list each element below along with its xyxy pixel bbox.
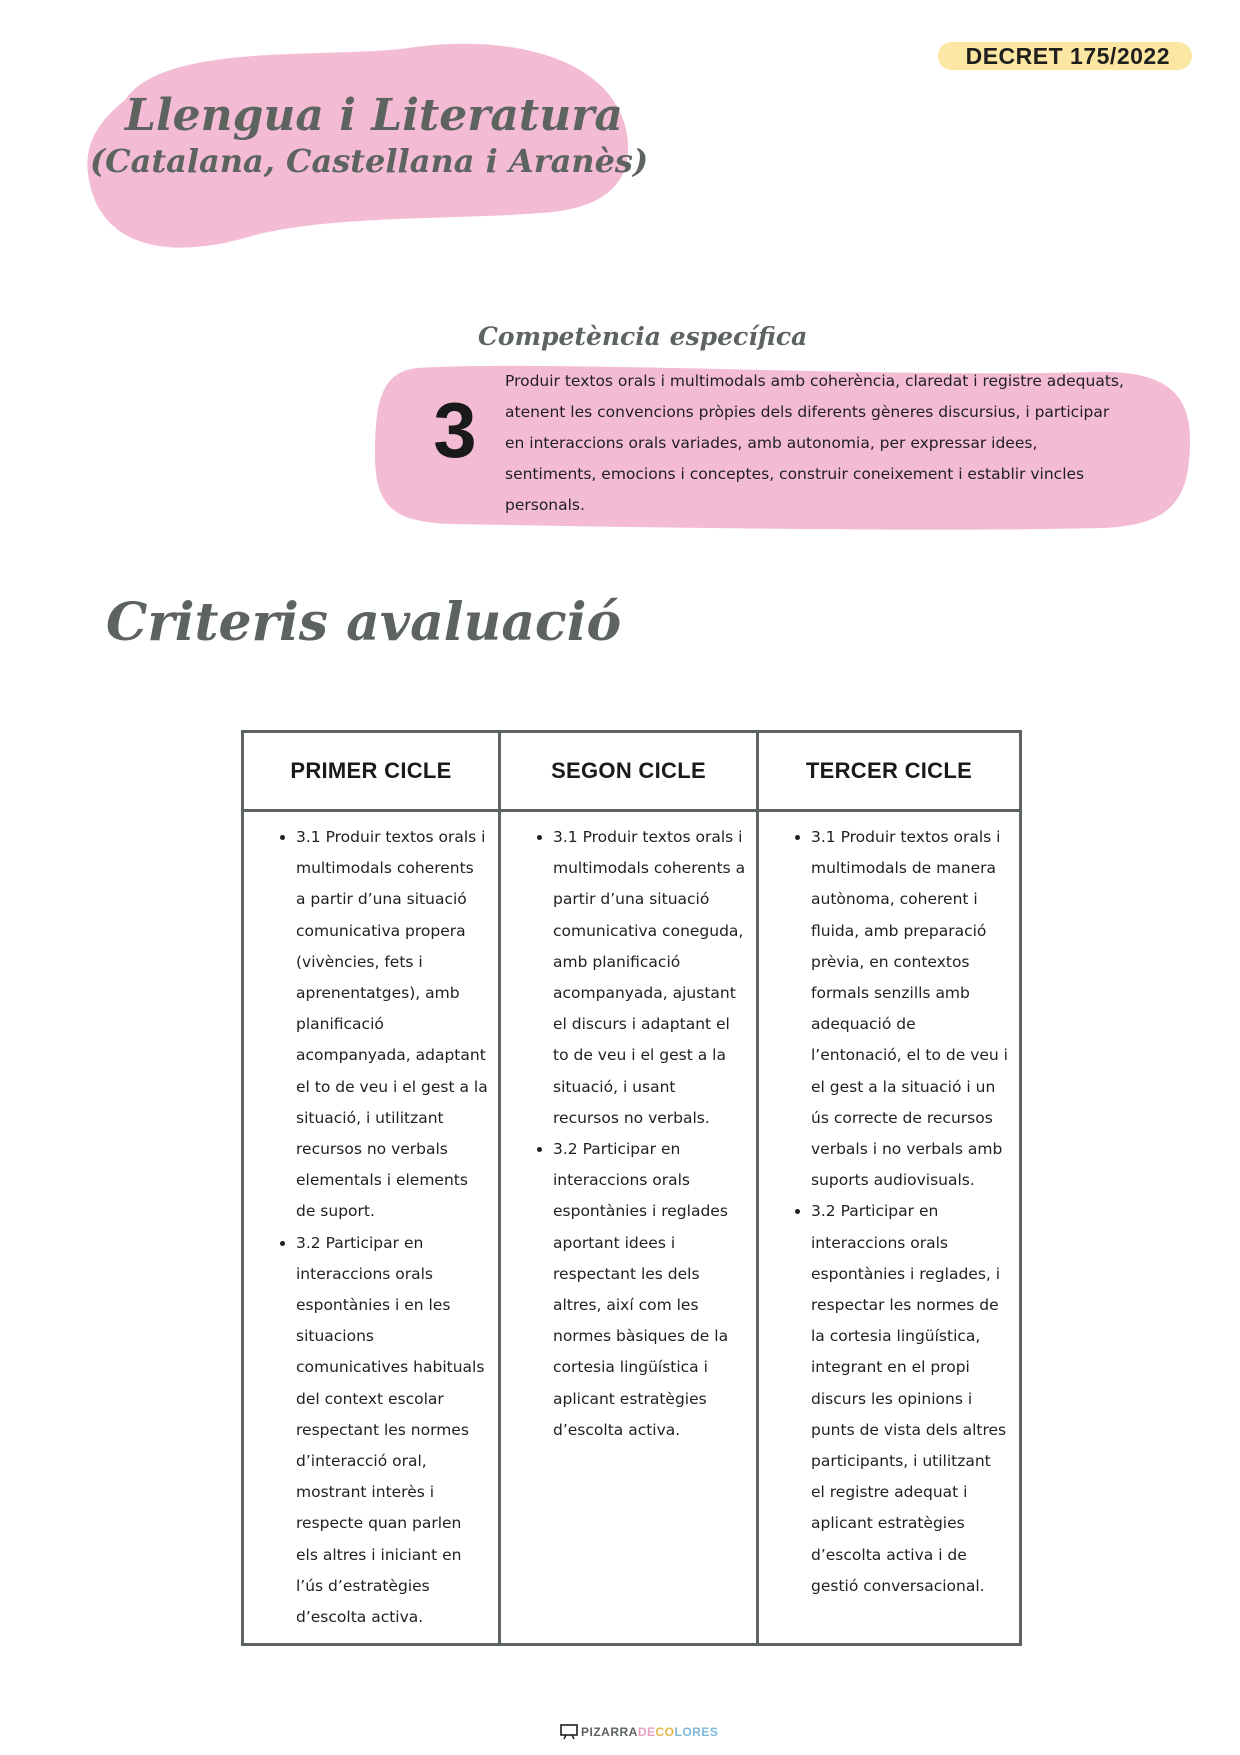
- brand-part: PIZARRA: [581, 1725, 638, 1739]
- competencia-number: 3: [433, 386, 477, 474]
- whiteboard-icon: [560, 1724, 578, 1740]
- primer-cicle-cell: [243, 811, 500, 1645]
- criterion-item: • 3.2 Participar en interaccions orals espontànies i reglades aportant idees i respectant les dels altres, així com les normes bàsiques de la cortesia lingüística i aplicant estratègies d’escolta activa.: [553, 1134, 746, 1446]
- criterion-item: • 3.1 Produir textos orals i multimodals coherents a partir d’una situació comunicativa propera (vivències, fets i aprenentatges), amb planificació acompanyada, adaptant el to de veu i el gest a la situació, i utilitzant recursos no verbals elementals i elements de suport.: [296, 822, 488, 1228]
- competencia-label: Competència específica: [478, 322, 808, 351]
- criteria-header-row: [243, 732, 1021, 811]
- competencia-text: Produir textos orals i multimodals amb coherència, claredat i registre adequats, atenent les convencions pròpies dels diferents gèneres discursius, i participar en interaccions orals variades, amb autonomia, per expressar idees, sentiments, emocions i conceptes, construir coneixement i establir vincles personals.: [505, 372, 1124, 514]
- criterion-item: • 3.2 Participar en interaccions orals espontànies i reglades, i respectar les normes de la cortesia lingüística, integrant en el propi discurs les opinions i punts de vista dels altres participants, i utilitzant el registre adequat i aplicant estratègies d’escolta activa i de gestió conversacional.: [811, 1196, 1009, 1602]
- criteria-table: [241, 730, 1022, 1646]
- tercer-cicle-cell: [758, 811, 1021, 1645]
- criteria-body-row: [243, 811, 1021, 1645]
- brand-part: DE: [637, 1725, 656, 1739]
- brand-part: LORES: [674, 1725, 719, 1739]
- segon-cicle-list: [501, 822, 746, 1446]
- footer-brand-logo: [560, 1723, 718, 1741]
- tercer-cicle-list: [759, 822, 1009, 1602]
- decret-badge: DECRET 175/2022: [938, 42, 1192, 70]
- header-tercer-cicle: TERCER CICLE: [758, 732, 1021, 811]
- header-segon-cicle: SEGON CICLE: [500, 732, 758, 811]
- criteris-title: Criteris avaluació: [106, 592, 622, 653]
- criterion-item: • 3.1 Produir textos orals i multimodals coherents a partir d’una situació comunicativa coneguda, amb planificació acompanyada, ajustant el discurs i adaptant el to de veu i el gest a la situació, i usant recursos no verbals.: [553, 822, 746, 1134]
- criterion-item: • 3.1 Produir textos orals i multimodals de manera autònoma, coherent i fluida, amb preparació prèvia, en contextos formals senzills amb adequació de l’entonació, el to de veu i el gest a la situació i un ús correcte de recursos verbals i no verbals amb suports audiovisuals.: [811, 822, 1009, 1196]
- criterion-item: • 3.2 Participar en interaccions orals espontànies i en les situacions comunicatives habituals del context escolar respectant les normes d’interacció oral, mostrant interès i respecte quan parlen els altres i iniciant en l’ús d’estratègies d’escolta activa.: [296, 1228, 488, 1634]
- primer-cicle-list: [244, 822, 488, 1633]
- segon-cicle-cell: [500, 811, 758, 1645]
- page-subtitle: (Catalana, Castellana i Aranès): [90, 142, 649, 180]
- brand-part: CO: [655, 1725, 675, 1739]
- header-primer-cicle: PRIMER CICLE: [243, 732, 500, 811]
- page-title: Llengua i Literatura: [125, 90, 623, 141]
